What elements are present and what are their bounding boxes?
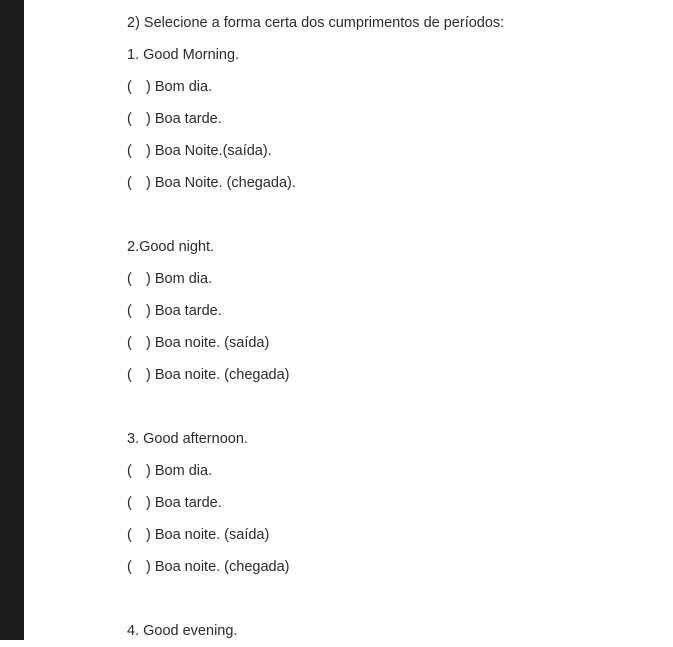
- option-row[interactable]: [127, 167, 504, 199]
- option-label: ) Boa noite. (saída): [146, 527, 270, 543]
- answer-box[interactable]: (: [127, 367, 132, 383]
- spacer: [127, 199, 504, 231]
- answer-box[interactable]: (: [127, 303, 132, 319]
- option-row[interactable]: [127, 135, 504, 167]
- option-label: ) Boa noite. (saída): [146, 335, 270, 351]
- option-row[interactable]: [127, 551, 504, 583]
- question-2-title: 2.Good night.: [127, 239, 215, 255]
- exercise-heading: 2) Selecione a forma certa dos cumprimentos de períodos:: [127, 15, 505, 31]
- option-row[interactable]: [127, 519, 504, 551]
- option-row[interactable]: [127, 263, 504, 295]
- option-row[interactable]: [127, 103, 504, 135]
- option-label: ) Boa tarde.: [146, 495, 222, 511]
- option-label: ) Boa tarde.: [146, 303, 222, 319]
- option-row[interactable]: [127, 71, 504, 103]
- answer-box[interactable]: (: [127, 495, 132, 511]
- answer-box[interactable]: (: [127, 111, 132, 127]
- option-label: ) Boa noite. (chegada): [146, 367, 290, 383]
- answer-box[interactable]: (: [127, 527, 132, 543]
- option-label: ) Boa Noite. (chegada).: [146, 175, 296, 191]
- spacer: [127, 583, 504, 615]
- answer-box[interactable]: (: [127, 175, 132, 191]
- spacer: [127, 391, 504, 423]
- answer-box[interactable]: (: [127, 143, 132, 159]
- option-row[interactable]: [127, 359, 504, 391]
- option-label: ) Boa noite. (chegada): [146, 559, 290, 575]
- answer-box[interactable]: (: [127, 335, 132, 351]
- option-row[interactable]: [127, 327, 504, 359]
- option-row[interactable]: [127, 295, 504, 327]
- option-label: ) Boa tarde.: [146, 111, 222, 127]
- answer-box[interactable]: (: [127, 271, 132, 287]
- option-row[interactable]: [127, 487, 504, 519]
- document-body: [127, 7, 504, 647]
- option-label: ) Bom dia.: [146, 79, 213, 95]
- option-label: ) Boa Noite.(saída).: [146, 143, 272, 159]
- question-4-title: 4. Good evening.: [127, 623, 238, 639]
- option-row[interactable]: [127, 455, 504, 487]
- option-label: ) Bom dia.: [146, 271, 213, 287]
- answer-box[interactable]: (: [127, 559, 132, 575]
- question-1-title: 1. Good Morning.: [127, 47, 240, 63]
- answer-box[interactable]: (: [127, 79, 132, 95]
- answer-box[interactable]: (: [127, 463, 132, 479]
- question-3-title: 3. Good afternoon.: [127, 431, 248, 447]
- left-dark-edge: [0, 0, 24, 640]
- option-label: ) Bom dia.: [146, 463, 213, 479]
